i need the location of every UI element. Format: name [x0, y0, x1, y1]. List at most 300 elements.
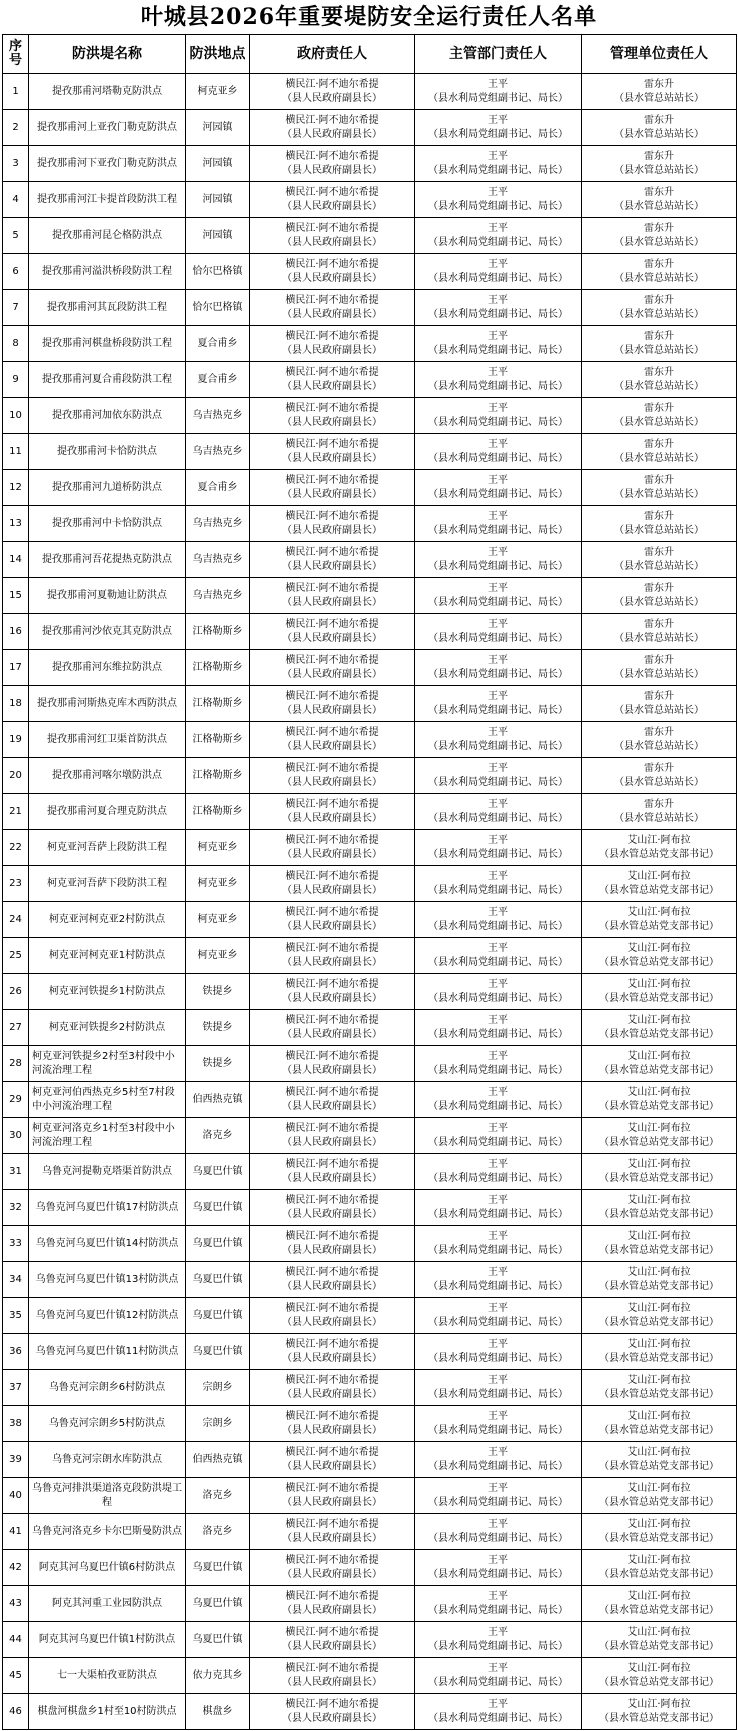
row-location: 宗朗乡 — [186, 1406, 250, 1442]
row-unit-title: （县水管总站党支部书记） — [599, 1460, 719, 1472]
row-unit — [582, 902, 737, 938]
row-seq: 24 — [3, 902, 29, 938]
table-row — [3, 470, 737, 506]
row-unit-name: 艾山江·阿布拉 — [627, 1698, 691, 1710]
row-dept-title: （县水利局党组副书记、局长） — [428, 236, 568, 248]
row-gov-title: （县人民政府副县长） — [282, 1064, 382, 1076]
row-dept — [415, 1082, 582, 1118]
row-name: 乌鲁克河提勒克塔渠首防洪点 — [29, 1154, 186, 1190]
row-location: 乌吉热克乡 — [186, 506, 250, 542]
row-name: 提孜那甫河下亚孜门勒克防洪点 — [29, 146, 186, 182]
row-unit-title: （县水管总站党支部书记） — [599, 1424, 719, 1436]
row-location: 江格勒斯乡 — [186, 650, 250, 686]
row-location: 伯西热克镇 — [186, 1442, 250, 1478]
row-name: 柯克亚河吾萨下段防洪工程 — [29, 866, 186, 902]
row-dept — [415, 1622, 582, 1658]
row-dept-name: 王平 — [488, 1626, 508, 1638]
row-dept-name: 王平 — [488, 978, 508, 990]
row-gov-title: （县人民政府副县长） — [282, 200, 382, 212]
row-unit-name: 艾山江·阿布拉 — [627, 978, 691, 990]
row-location: 河园镇 — [186, 146, 250, 182]
row-name: 七一大渠柏孜亚防洪点 — [29, 1658, 186, 1694]
row-dept — [415, 398, 582, 434]
row-gov-name: 横民江·阿不迪尔希提 — [285, 1590, 379, 1602]
row-dept — [415, 1370, 582, 1406]
row-dept — [415, 1262, 582, 1298]
row-dept-title: （县水利局党组副书记、局长） — [428, 776, 568, 788]
row-gov-name: 横民江·阿不迪尔希提 — [285, 1122, 379, 1134]
table-row — [3, 1010, 737, 1046]
row-unit-title: （县水管总站站长） — [614, 560, 704, 572]
row-unit-name: 雷东升 — [644, 762, 674, 774]
row-dept-title: （县水利局党组副书记、局长） — [428, 668, 568, 680]
table-row — [3, 434, 737, 470]
row-location: 柯克亚乡 — [186, 830, 250, 866]
row-dept-title: （县水利局党组副书记、局长） — [428, 416, 568, 428]
row-location: 柯克亚乡 — [186, 866, 250, 902]
row-gov — [250, 1514, 415, 1550]
row-unit-name: 艾山江·阿布拉 — [627, 1518, 691, 1530]
row-gov-title: （县人民政府副县长） — [282, 416, 382, 428]
row-dept-title: （县水利局党组副书记、局长） — [428, 128, 568, 140]
row-dept-title: （县水利局党组副书记、局长） — [428, 452, 568, 464]
row-gov-name: 横民江·阿不迪尔希提 — [285, 1194, 379, 1206]
table-row — [3, 794, 737, 830]
row-dept-name: 王平 — [488, 438, 508, 450]
row-unit-title: （县水管总站党支部书记） — [599, 1496, 719, 1508]
row-gov-title: （县人民政府副县长） — [282, 1676, 382, 1688]
row-location: 乌吉热克乡 — [186, 542, 250, 578]
row-gov-name: 横民江·阿不迪尔希提 — [285, 1518, 379, 1530]
row-unit-title: （县水管总站党支部书记） — [599, 1676, 719, 1688]
row-dept-title: （县水利局党组副书记、局长） — [428, 704, 568, 716]
row-seq: 33 — [3, 1226, 29, 1262]
table-row — [3, 1406, 737, 1442]
row-seq: 12 — [3, 470, 29, 506]
row-unit — [582, 254, 737, 290]
row-dept — [415, 650, 582, 686]
row-dept-name: 王平 — [488, 258, 508, 270]
row-gov — [250, 506, 415, 542]
row-unit-title: （县水管总站站长） — [614, 452, 704, 464]
row-location: 乌夏巴什镇 — [186, 1190, 250, 1226]
row-unit-name: 雷东升 — [644, 654, 674, 666]
row-gov-name: 横民江·阿不迪尔希提 — [285, 1626, 379, 1638]
row-gov — [250, 1442, 415, 1478]
row-dept — [415, 1514, 582, 1550]
row-dept-title: （县水利局党组副书记、局长） — [428, 92, 568, 104]
row-name: 提孜那甫河江卡提首段防洪工程 — [29, 182, 186, 218]
row-dept-title: （县水利局党组副书记、局长） — [428, 812, 568, 824]
row-dept-name: 王平 — [488, 402, 508, 414]
row-unit-title: （县水管总站站长） — [614, 380, 704, 392]
row-gov-name: 横民江·阿不迪尔希提 — [285, 1302, 379, 1314]
row-gov-name: 横民江·阿不迪尔希提 — [285, 1410, 379, 1422]
row-gov — [250, 1370, 415, 1406]
row-dept-title: （县水利局党组副书记、局长） — [428, 1532, 568, 1544]
row-location: 江格勒斯乡 — [186, 722, 250, 758]
row-unit-name: 雷东升 — [644, 510, 674, 522]
row-unit-name: 艾山江·阿布拉 — [627, 1446, 691, 1458]
row-unit-title: （县水管总站党支部书记） — [599, 1604, 719, 1616]
row-dept-title: （县水利局党组副书记、局长） — [428, 1244, 568, 1256]
row-dept-title: （县水利局党组副书记、局长） — [428, 884, 568, 896]
row-name: 提孜那甫河塔勒克防洪点 — [29, 74, 186, 110]
row-dept-title: （县水利局党组副书记、局长） — [428, 1460, 568, 1472]
row-unit-name: 雷东升 — [644, 114, 674, 126]
row-unit-title: （县水管总站站长） — [614, 704, 704, 716]
row-dept — [415, 1190, 582, 1226]
row-unit-name: 艾山江·阿布拉 — [627, 1050, 691, 1062]
row-seq: 3 — [3, 146, 29, 182]
row-dept — [415, 362, 582, 398]
row-location: 江格勒斯乡 — [186, 614, 250, 650]
row-dept-title: （县水利局党组副书记、局长） — [428, 1028, 568, 1040]
table-row — [3, 1658, 737, 1694]
row-dept-name: 王平 — [488, 1518, 508, 1530]
row-location: 依力克其乡 — [186, 1658, 250, 1694]
row-name: 乌鲁克河乌夏巴什镇12村防洪点 — [29, 1298, 186, 1334]
row-gov — [250, 1406, 415, 1442]
row-gov-title: （县人民政府副县长） — [282, 1640, 382, 1652]
row-unit-title: （县水管总站站长） — [614, 596, 704, 608]
row-gov — [250, 650, 415, 686]
row-dept — [415, 830, 582, 866]
table-row — [3, 290, 737, 326]
row-dept-name: 王平 — [488, 294, 508, 306]
row-name: 提孜那甫河夏勒迪让防洪点 — [29, 578, 186, 614]
row-gov — [250, 1694, 415, 1730]
row-unit — [582, 1442, 737, 1478]
row-location: 铁提乡 — [186, 1010, 250, 1046]
row-name: 柯克亚河柯克亚1村防洪点 — [29, 938, 186, 974]
row-seq: 40 — [3, 1478, 29, 1514]
row-unit-title: （县水管总站党支部书记） — [599, 1136, 719, 1148]
row-dept-name: 王平 — [488, 834, 508, 846]
row-gov — [250, 1226, 415, 1262]
row-gov-name: 横民江·阿不迪尔希提 — [285, 1158, 379, 1170]
row-gov-title: （县人民政府副县长） — [282, 1388, 382, 1400]
row-unit-name: 艾山江·阿布拉 — [627, 870, 691, 882]
row-gov-name: 横民江·阿不迪尔希提 — [285, 222, 379, 234]
row-location: 棋盘乡 — [186, 1694, 250, 1730]
row-seq: 10 — [3, 398, 29, 434]
row-name: 柯克亚河伯西热克乡5村至7村段中小河流治理工程 — [29, 1082, 186, 1118]
row-unit — [582, 578, 737, 614]
row-seq: 42 — [3, 1550, 29, 1586]
row-gov — [250, 74, 415, 110]
row-unit — [582, 1514, 737, 1550]
row-gov-title: （县人民政府副县长） — [282, 668, 382, 680]
row-unit — [582, 794, 737, 830]
table-row — [3, 1622, 737, 1658]
row-dept — [415, 470, 582, 506]
row-dept — [415, 326, 582, 362]
row-name: 提孜那甫河卡恰防洪点 — [29, 434, 186, 470]
row-gov — [250, 722, 415, 758]
row-seq: 39 — [3, 1442, 29, 1478]
row-location: 乌夏巴什镇 — [186, 1586, 250, 1622]
row-seq: 28 — [3, 1046, 29, 1082]
row-unit-title: （县水管总站站长） — [614, 164, 704, 176]
row-gov — [250, 1658, 415, 1694]
row-unit-title: （县水管总站党支部书记） — [599, 1280, 719, 1292]
row-seq: 17 — [3, 650, 29, 686]
row-unit-name: 艾山江·阿布拉 — [627, 1158, 691, 1170]
row-dept-title: （县水利局党组副书记、局长） — [428, 1712, 568, 1724]
table-row — [3, 218, 737, 254]
row-dept-name: 王平 — [488, 1554, 508, 1566]
row-dept-name: 王平 — [488, 1266, 508, 1278]
row-seq: 29 — [3, 1082, 29, 1118]
row-unit — [582, 1406, 737, 1442]
table-row — [3, 74, 737, 110]
row-seq: 18 — [3, 686, 29, 722]
row-dept-name: 王平 — [488, 798, 508, 810]
row-gov-name: 横民江·阿不迪尔希提 — [285, 762, 379, 774]
row-seq: 37 — [3, 1370, 29, 1406]
row-unit-name: 艾山江·阿布拉 — [627, 1590, 691, 1602]
row-seq: 43 — [3, 1586, 29, 1622]
row-dept — [415, 74, 582, 110]
row-gov-title: （县人民政府副县长） — [282, 452, 382, 464]
row-unit-title: （县水管总站党支部书记） — [599, 920, 719, 932]
row-location: 铁提乡 — [186, 1046, 250, 1082]
row-seq: 13 — [3, 506, 29, 542]
row-dept-title: （县水利局党组副书记、局长） — [428, 632, 568, 644]
row-unit-title: （县水管总站党支部书记） — [599, 1208, 719, 1220]
row-dept — [415, 1694, 582, 1730]
row-unit-name: 雷东升 — [644, 798, 674, 810]
row-location: 洛克乡 — [186, 1478, 250, 1514]
row-gov — [250, 146, 415, 182]
row-unit-name: 艾山江·阿布拉 — [627, 942, 691, 954]
row-gov — [250, 398, 415, 434]
row-dept-name: 王平 — [488, 726, 508, 738]
row-gov-title: （县人民政府副县长） — [282, 1568, 382, 1580]
row-unit-title: （县水管总站站长） — [614, 416, 704, 428]
row-location: 江格勒斯乡 — [186, 758, 250, 794]
table-header-row — [3, 35, 737, 74]
row-unit — [582, 542, 737, 578]
row-unit — [582, 1046, 737, 1082]
table-row — [3, 254, 737, 290]
row-gov-name: 横民江·阿不迪尔希提 — [285, 798, 379, 810]
row-gov-name: 横民江·阿不迪尔希提 — [285, 1554, 379, 1566]
row-gov — [250, 1118, 415, 1154]
row-unit — [582, 1622, 737, 1658]
row-gov-title: （县人民政府副县长） — [282, 560, 382, 572]
row-gov — [250, 974, 415, 1010]
table-row — [3, 578, 737, 614]
header-location: 防洪地点 — [186, 35, 250, 74]
row-seq: 30 — [3, 1118, 29, 1154]
row-unit — [582, 1586, 737, 1622]
row-dept — [415, 1478, 582, 1514]
row-gov-title: （县人民政府副县长） — [282, 344, 382, 356]
row-unit — [582, 470, 737, 506]
row-dept-name: 王平 — [488, 1338, 508, 1350]
row-name: 提孜那甫河中卡恰防洪点 — [29, 506, 186, 542]
row-unit-name: 雷东升 — [644, 546, 674, 558]
row-gov-title: （县人民政府副县长） — [282, 740, 382, 752]
row-unit-name: 雷东升 — [644, 690, 674, 702]
row-dept-name: 王平 — [488, 582, 508, 594]
row-unit-title: （县水管总站党支部书记） — [599, 884, 719, 896]
row-unit — [582, 1694, 737, 1730]
table-row — [3, 1082, 737, 1118]
row-location: 乌吉热克乡 — [186, 578, 250, 614]
row-dept — [415, 1550, 582, 1586]
row-seq: 21 — [3, 794, 29, 830]
row-dept — [415, 1154, 582, 1190]
row-dept-title: （县水利局党组副书记、局长） — [428, 1316, 568, 1328]
header-seq: 序号 — [3, 35, 29, 74]
row-dept — [415, 290, 582, 326]
row-unit-name: 雷东升 — [644, 150, 674, 162]
row-dept-name: 王平 — [488, 1698, 508, 1710]
row-name: 乌鲁克河乌夏巴什镇17村防洪点 — [29, 1190, 186, 1226]
row-dept — [415, 506, 582, 542]
row-unit-title: （县水管总站站长） — [614, 92, 704, 104]
row-unit — [582, 866, 737, 902]
row-unit — [582, 758, 737, 794]
row-unit — [582, 722, 737, 758]
row-gov-name: 横民江·阿不迪尔希提 — [285, 150, 379, 162]
row-location: 乌夏巴什镇 — [186, 1262, 250, 1298]
row-location: 河园镇 — [186, 182, 250, 218]
row-unit-name: 艾山江·阿布拉 — [627, 1374, 691, 1386]
row-gov — [250, 1622, 415, 1658]
row-gov — [250, 362, 415, 398]
row-name: 柯克亚河铁提乡2村防洪点 — [29, 1010, 186, 1046]
row-name: 柯克亚河洛克乡1村至3村段中小河流治理工程 — [29, 1118, 186, 1154]
row-unit — [582, 146, 737, 182]
row-gov-name: 横民江·阿不迪尔希提 — [285, 942, 379, 954]
row-gov — [250, 434, 415, 470]
row-dept — [415, 1442, 582, 1478]
table-row — [3, 1334, 737, 1370]
row-dept — [415, 722, 582, 758]
row-gov — [250, 938, 415, 974]
row-seq: 44 — [3, 1622, 29, 1658]
row-gov-title: （县人民政府副县长） — [282, 272, 382, 284]
row-gov-title: （县人民政府副县长） — [282, 1352, 382, 1364]
row-dept-name: 王平 — [488, 1446, 508, 1458]
row-unit-title: （县水管总站站长） — [614, 308, 704, 320]
row-dept-title: （县水利局党组副书记、局长） — [428, 380, 568, 392]
row-gov-title: （县人民政府副县长） — [282, 596, 382, 608]
row-unit-title: （县水管总站站长） — [614, 272, 704, 284]
row-seq: 9 — [3, 362, 29, 398]
row-dept — [415, 182, 582, 218]
row-seq: 7 — [3, 290, 29, 326]
row-unit — [582, 218, 737, 254]
row-unit — [582, 506, 737, 542]
row-gov — [250, 1046, 415, 1082]
row-gov-name: 横民江·阿不迪尔希提 — [285, 1374, 379, 1386]
row-location: 乌夏巴什镇 — [186, 1154, 250, 1190]
row-name: 提孜那甫河斯热克库木西防洪点 — [29, 686, 186, 722]
row-gov-name: 横民江·阿不迪尔希提 — [285, 906, 379, 918]
row-dept-title: （县水利局党组副书记、局长） — [428, 1064, 568, 1076]
row-gov-title: （县人民政府副县长） — [282, 920, 382, 932]
row-unit-name: 艾山江·阿布拉 — [627, 1338, 691, 1350]
row-gov-title: （县人民政府副县长） — [282, 1280, 382, 1292]
row-gov-name: 横民江·阿不迪尔希提 — [285, 870, 379, 882]
header-unit: 管理单位责任人 — [582, 35, 737, 74]
row-location: 洛克乡 — [186, 1118, 250, 1154]
row-location: 铁提乡 — [186, 974, 250, 1010]
row-unit — [582, 1010, 737, 1046]
row-unit — [582, 686, 737, 722]
row-dept-title: （县水利局党组副书记、局长） — [428, 344, 568, 356]
row-seq: 26 — [3, 974, 29, 1010]
row-unit — [582, 110, 737, 146]
row-gov — [250, 686, 415, 722]
table-row — [3, 650, 737, 686]
row-seq: 35 — [3, 1298, 29, 1334]
row-gov-title: （县人民政府副县长） — [282, 1208, 382, 1220]
row-gov-title: （县人民政府副县长） — [282, 236, 382, 248]
row-seq: 34 — [3, 1262, 29, 1298]
row-dept-title: （县水利局党组副书记、局长） — [428, 992, 568, 1004]
row-dept-title: （县水利局党组副书记、局长） — [428, 956, 568, 968]
row-name: 柯克亚河铁提乡2村至3村段中小河流治理工程 — [29, 1046, 186, 1082]
table-row — [3, 1586, 737, 1622]
row-name: 阿克其河乌夏巴什镇6村防洪点 — [29, 1550, 186, 1586]
row-dept-name: 王平 — [488, 1590, 508, 1602]
row-location: 恰尔巴格镇 — [186, 290, 250, 326]
row-gov-title: （县人民政府副县长） — [282, 164, 382, 176]
row-seq: 36 — [3, 1334, 29, 1370]
row-unit-title: （县水管总站党支部书记） — [599, 1064, 719, 1076]
row-dept — [415, 542, 582, 578]
row-dept-name: 王平 — [488, 330, 508, 342]
row-dept-name: 王平 — [488, 366, 508, 378]
row-gov — [250, 1298, 415, 1334]
row-unit-title: （县水管总站站长） — [614, 524, 704, 536]
row-unit-name: 雷东升 — [644, 726, 674, 738]
row-gov-name: 横民江·阿不迪尔希提 — [285, 258, 379, 270]
row-unit-title: （县水管总站站长） — [614, 128, 704, 140]
row-seq: 20 — [3, 758, 29, 794]
row-location: 恰尔巴格镇 — [186, 254, 250, 290]
table-row — [3, 110, 737, 146]
row-dept-name: 王平 — [488, 78, 508, 90]
row-seq: 25 — [3, 938, 29, 974]
row-gov-name: 横民江·阿不迪尔希提 — [285, 510, 379, 522]
row-gov-name: 横民江·阿不迪尔希提 — [285, 726, 379, 738]
row-unit — [582, 74, 737, 110]
table-row — [3, 1118, 737, 1154]
row-name: 提孜那甫河夏合甫段防洪工程 — [29, 362, 186, 398]
table-row — [3, 1046, 737, 1082]
row-gov-name: 横民江·阿不迪尔希提 — [285, 1446, 379, 1458]
row-gov-title: （县人民政府副县长） — [282, 812, 382, 824]
row-unit-title: （县水管总站站长） — [614, 488, 704, 500]
row-dept-name: 王平 — [488, 1230, 508, 1242]
row-gov — [250, 866, 415, 902]
row-location: 夏合甫乡 — [186, 470, 250, 506]
row-gov — [250, 1262, 415, 1298]
row-unit-title: （县水管总站党支部书记） — [599, 1640, 719, 1652]
row-gov-name: 横民江·阿不迪尔希提 — [285, 1014, 379, 1026]
row-dept-title: （县水利局党组副书记、局长） — [428, 740, 568, 752]
row-seq: 31 — [3, 1154, 29, 1190]
row-unit — [582, 1550, 737, 1586]
row-unit-title: （县水管总站党支部书记） — [599, 992, 719, 1004]
